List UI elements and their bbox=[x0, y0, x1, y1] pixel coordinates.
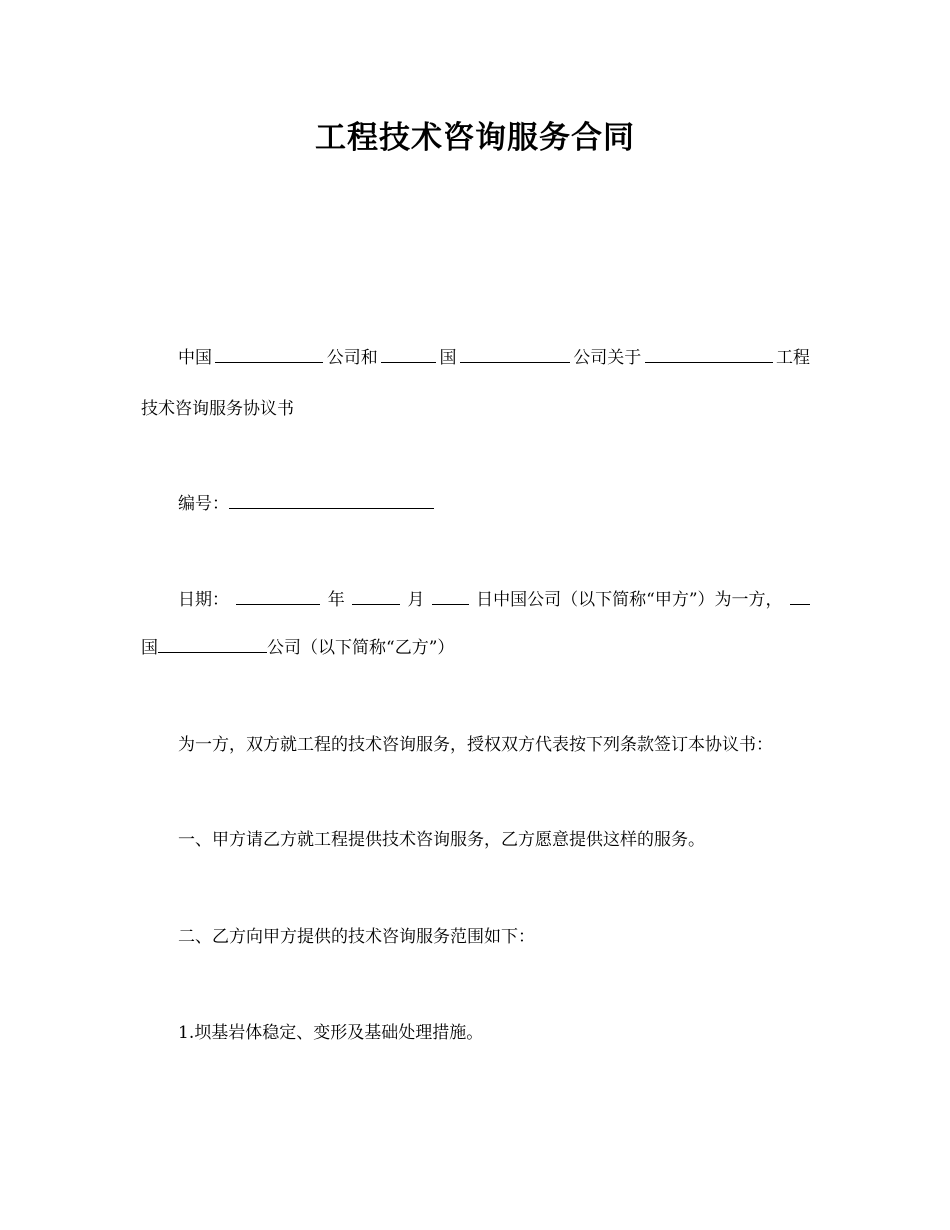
blank-company-c bbox=[158, 637, 267, 653]
blank-number bbox=[229, 493, 434, 509]
date-line-1 bbox=[178, 589, 810, 611]
date-year-label: 年 bbox=[327, 590, 345, 610]
paragraph-2: 一、甲方请乙方就工程提供技术咨询服务，乙方愿意提供这样的服务。 bbox=[178, 830, 705, 850]
date-line-2 bbox=[141, 637, 454, 659]
blank-year bbox=[236, 589, 320, 605]
document-title: 工程技术咨询服务合同 bbox=[315, 120, 635, 156]
number-line bbox=[178, 493, 434, 515]
paragraph-1: 为一方，双方就工程的技术咨询服务，授权双方代表按下列条款签订本协议书： bbox=[178, 735, 773, 755]
date-line2-text: 公司（以下简称“乙方”） bbox=[267, 638, 455, 658]
blank-month bbox=[352, 589, 400, 605]
blank-company-b bbox=[460, 347, 570, 363]
intro-text-company-and: 公司和 bbox=[326, 348, 378, 368]
intro-line-2: 技术咨询服务协议书 bbox=[141, 399, 294, 419]
intro-text-china: 中国 bbox=[178, 348, 212, 368]
blank-country bbox=[381, 347, 436, 363]
date-rest-text: 日中国公司（以下简称“甲方”）为一方， bbox=[476, 590, 783, 610]
number-label: 编号： bbox=[178, 494, 229, 514]
blank-country-b bbox=[790, 589, 810, 605]
blank-project bbox=[645, 347, 773, 363]
paragraph-4: 1.坝基岩体稳定、变形及基础处理措施。 bbox=[178, 1023, 484, 1043]
date-month-label: 月 bbox=[407, 590, 425, 610]
intro-text-country: 国 bbox=[439, 348, 457, 368]
intro-line-1 bbox=[178, 347, 810, 369]
paragraph-3: 二、乙方向甲方提供的技术咨询服务范围如下： bbox=[178, 927, 535, 947]
intro-text-project: 工程 bbox=[776, 348, 810, 368]
intro-text-company-about: 公司关于 bbox=[573, 348, 642, 368]
date-line2-country: 国 bbox=[141, 638, 158, 658]
date-label: 日期： bbox=[178, 590, 229, 610]
blank-company-a bbox=[215, 347, 323, 363]
blank-day bbox=[432, 589, 469, 605]
